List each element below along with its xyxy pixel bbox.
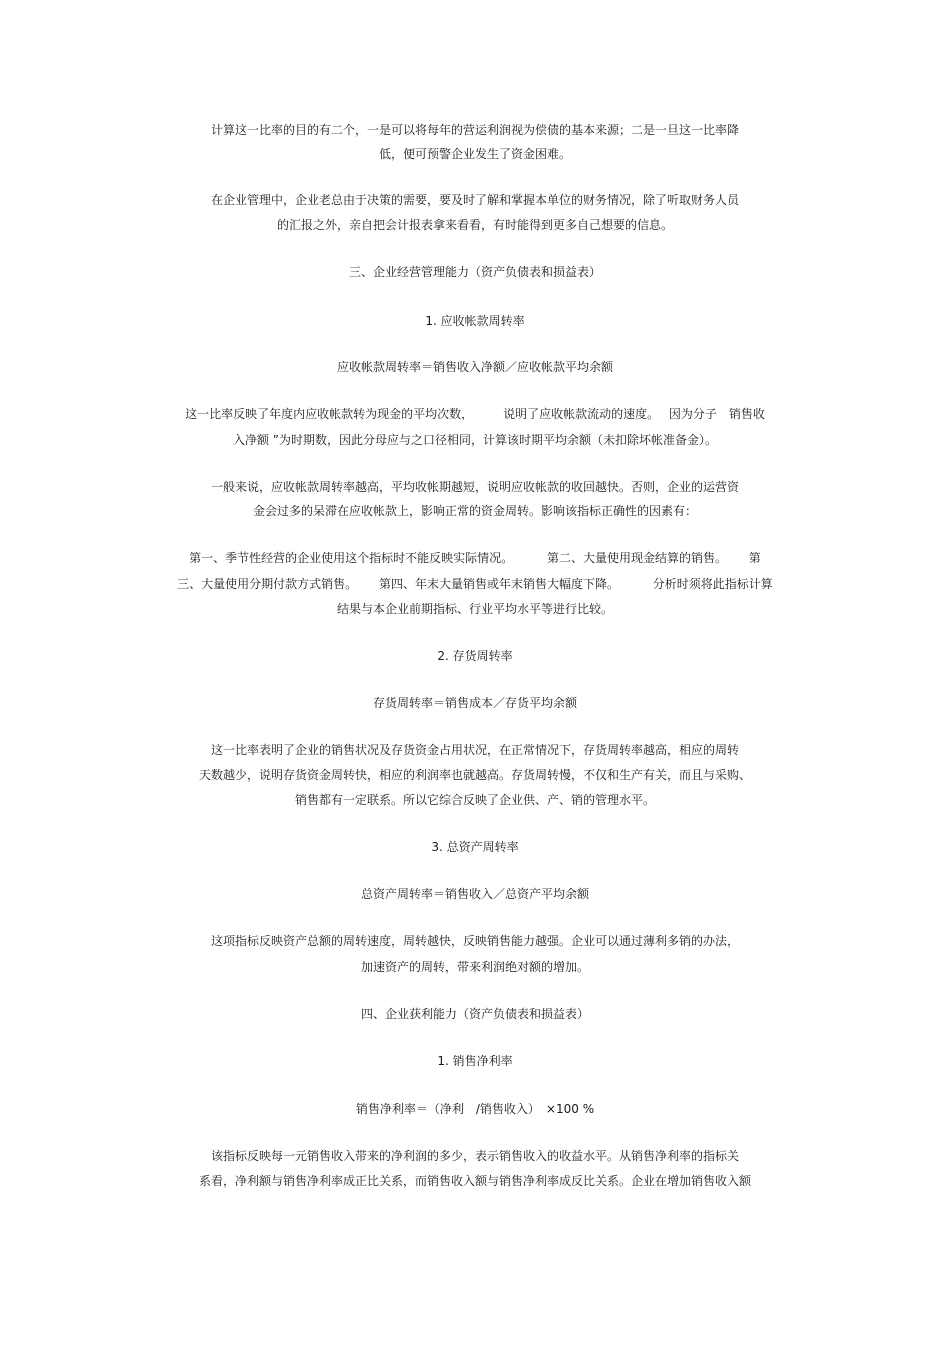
paragraph-7-line-2: 金会过多的呆滞在应收帐款上，影响正常的资金周转。影响该指标正确性的因素有： <box>252 504 697 518</box>
paragraph-3-line-1: 三、企业经营管理能力（资产负债表和损益表） <box>348 265 601 279</box>
paragraph-13-line-1: 总资产周转率＝销售收入／总资产平均余额 <box>360 887 589 901</box>
paragraph-5-line-1: 应收帐款周转率＝销售收入净额／应收帐款平均余额 <box>336 360 613 374</box>
paragraph-11-line-1: 这一比率表明了企业的销售状况及存货资金占用状况，在正常情况下，存货周转率越高，相应的周转 <box>210 743 739 757</box>
paragraph-2-line-1: 在企业管理中，企业老总由于决策的需要，要及时了解和掌握本单位的财务情况，除了听取财务人员 <box>210 193 739 207</box>
paragraph-1-line-2: 低，便可预警企业发生了资金困难。 <box>378 147 571 161</box>
paragraph-9-line-1: 2. 存货周转率 <box>437 649 513 663</box>
paragraph-10-line-1: 存货周转率＝销售成本／存货平均余额 <box>372 696 577 710</box>
paragraph-12-line-1: 3. 总资产周转率 <box>431 840 519 854</box>
paragraph-11-line-3: 销售都有一定联系。所以它综合反映了企业供、产、销的管理水平。 <box>294 793 655 807</box>
paragraph-18-line-1: 该指标反映每一元销售收入带来的净利润的多少，表示销售收入的收益水平。从销售净利率的指标关 <box>210 1149 739 1163</box>
paragraph-18-line-2: 系看，净利额与销售净利率成正比关系，而销售收入额与销售净利率成反比关系。企业在增加销售收入额 <box>198 1174 751 1188</box>
paragraph-7-line-1: 一般来说，应收帐款周转率越高，平均收帐期越短，说明应收帐款的收回越快。否则，企业的运营资 <box>210 480 739 494</box>
paragraph-1-line-1: 计算这一比率的目的有二个，一是可以将每年的营运利润视为偿债的基本来源；二是一旦这一比率降 <box>210 123 739 137</box>
paragraph-15-line-1: 四、企业获利能力（资产负债表和损益表） <box>360 1007 589 1021</box>
paragraph-8-line-3: 结果与本企业前期指标、行业平均水平等进行比较。 <box>336 602 613 616</box>
paragraph-14-line-1: 这项指标反映资产总额的周转速度，周转越快，反映销售能力越强。企业可以通过薄利多销的办法， <box>210 934 739 948</box>
paragraph-2-line-2: 的汇报之外，亲自把会计报表拿来看看，有时能得到更多自己想要的信息。 <box>276 218 673 232</box>
paragraph-14-line-2: 加速资产的周转，带来利润绝对额的增加。 <box>360 960 589 974</box>
paragraph-11-line-2: 天数越少，说明存货资金周转快，相应的利润率也就越高。存货周转慢，不仅和生产有关，而且与采购、 <box>198 768 751 782</box>
paragraph-4-line-1: 1. 应收帐款周转率 <box>425 314 525 328</box>
paragraph-16-line-1: 1. 销售净利率 <box>437 1054 513 1068</box>
paragraph-8-line-1: 第一、季节性经营的企业使用这个指标时不能反映实际情况。 第二、大量使用现金结算的销售。 第 <box>189 551 761 565</box>
paragraph-6-line-1: 这一比率反映了年度内应收帐款转为现金的平均次数， 说明了应收帐款流动的速度。 因为分子 销售收 <box>185 407 765 421</box>
paragraph-8-line-2: 三、大量使用分期付款方式销售。 第四、年末大量销售或年末销售大幅度下降。 分析时须将此指标计算 <box>177 577 773 591</box>
paragraph-17-line-1: 销售净利率＝（净利 /销售收入） ×100 % <box>355 1102 595 1116</box>
paragraph-6-line-2: 入净额 ”为时期数，因此分母应与之口径相同，计算该时期平均余额（未扣除坏帐准备金）。 <box>232 433 718 447</box>
